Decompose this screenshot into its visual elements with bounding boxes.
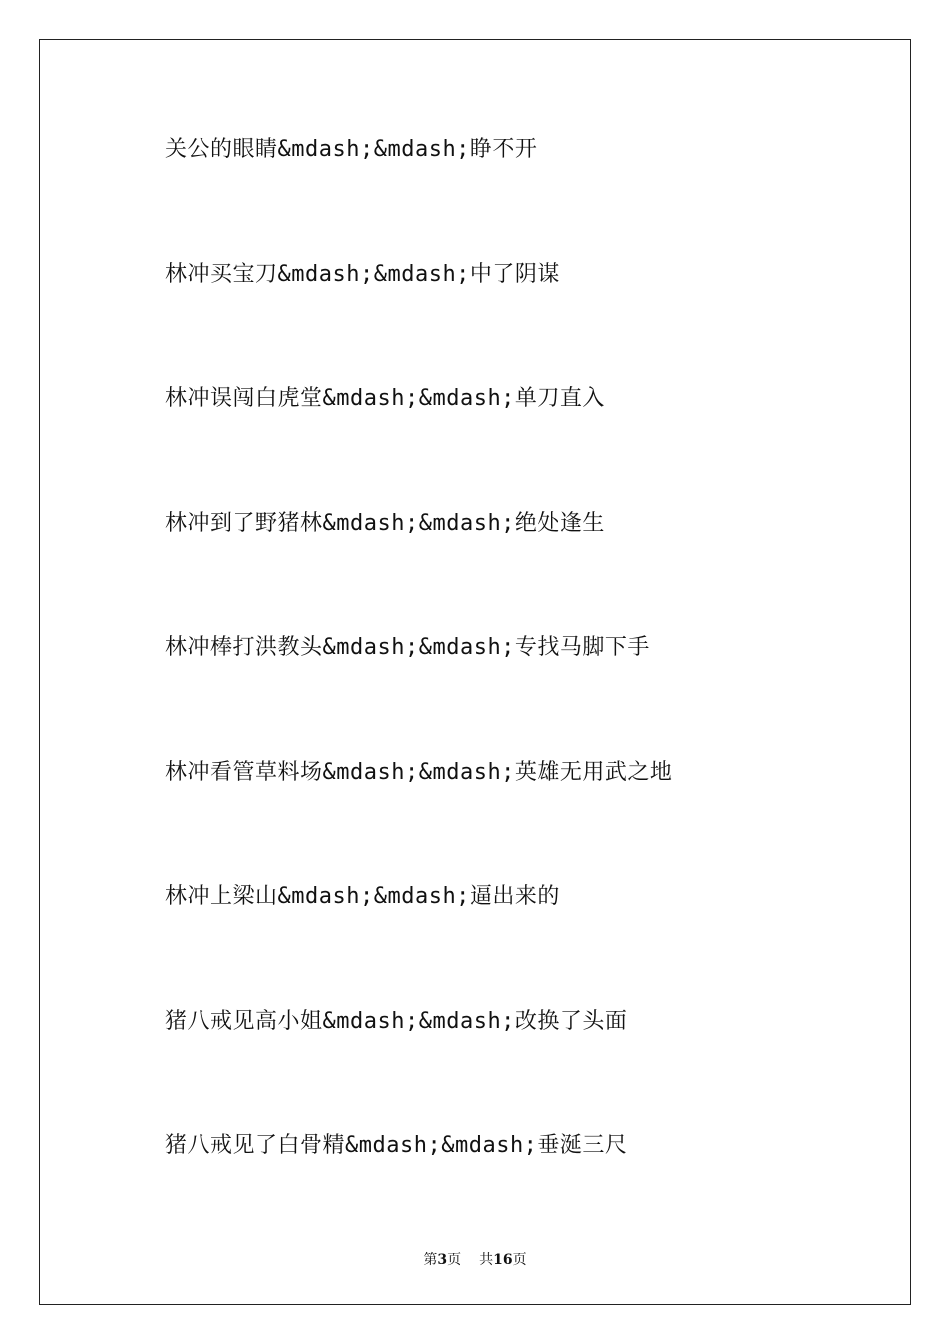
list-item: 林冲上梁山&mdash;&mdash;逼出来的 xyxy=(165,884,560,909)
xiehouyu-list xyxy=(165,134,672,1255)
total-prefix: 共 xyxy=(479,1252,494,1268)
page-number: 3 xyxy=(437,1252,448,1268)
list-item: 林冲买宝刀&mdash;&mdash;中了阴谋 xyxy=(165,261,560,287)
page-suffix: 页 xyxy=(447,1252,462,1268)
list-item: 林冲棒打洪教头&mdash;&mdash;专找马脚下手 xyxy=(165,635,650,660)
list-item: 林冲到了野猪林&mdash;&mdash;绝处逢生 xyxy=(165,510,605,536)
page-prefix: 第 xyxy=(423,1252,438,1268)
list-item: 林冲看管草料场&mdash;&mdash;英雄无用武之地 xyxy=(165,759,673,785)
total-suffix: 页 xyxy=(512,1252,527,1268)
list-item: 林冲误闯白虎堂&mdash;&mdash;单刀直入 xyxy=(165,386,605,411)
list-item: 关公的眼睛&mdash;&mdash;睁不开 xyxy=(165,137,538,162)
list-item: 猪八戒见了白骨精&mdash;&mdash;垂涎三尺 xyxy=(165,1133,628,1158)
page-footer xyxy=(0,1249,950,1269)
total-pages: 16 xyxy=(493,1252,513,1268)
list-item: 猪八戒见高小姐&mdash;&mdash;改换了头面 xyxy=(165,1008,628,1034)
